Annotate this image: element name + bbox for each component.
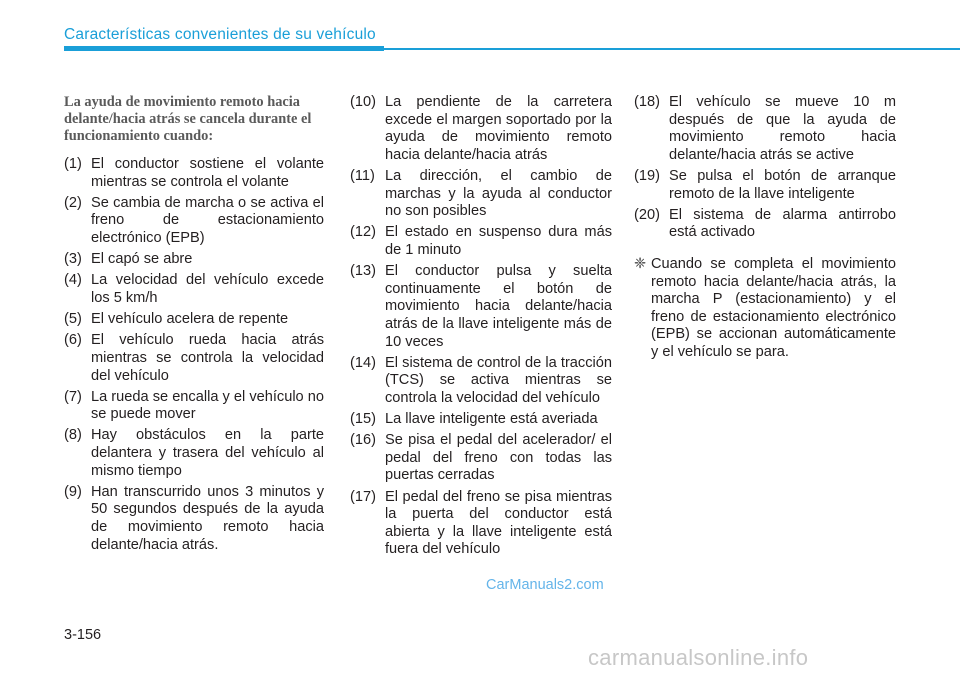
item-text: Han transcurrido unos 3 minutos y 50 segundos después de la ayuda de movimiento remoto hacia delante/hacia atrás. bbox=[91, 483, 324, 553]
item-number: (12) bbox=[350, 224, 376, 241]
completion-note bbox=[634, 256, 896, 362]
item-number: (18) bbox=[634, 94, 660, 110]
column-3 bbox=[634, 94, 896, 362]
item-text: La pendiente de la carretera excede el margen soportado por la ayuda de movimiento remoto hacia delante/hacia atrás bbox=[385, 94, 612, 163]
item-text: Se pulsa el botón de arranque remoto de la llave inteligente bbox=[669, 167, 896, 202]
item-number: (13) bbox=[350, 263, 376, 280]
list-item bbox=[350, 355, 612, 408]
item-text: Se pisa el pedal del acelerador/ el pedal del freno con todas las puertas cerradas bbox=[385, 432, 612, 484]
list-item bbox=[350, 168, 612, 221]
item-text: El vehículo rueda hacia atrás mientras se controla la velocidad del vehículo bbox=[91, 332, 324, 384]
item-text: El pedal del freno se pisa mientras la puerta del conductor está abierta y la llave inteligente está fuera del vehículo bbox=[385, 488, 612, 558]
item-number: (17) bbox=[350, 488, 376, 505]
item-number: (7) bbox=[64, 388, 82, 405]
item-number: (5) bbox=[64, 311, 82, 328]
list-item bbox=[64, 311, 324, 329]
item-text: Se cambia de marcha o se activa el freno de estacionamiento electrónico (EPB) bbox=[91, 194, 324, 246]
item-text: El vehículo acelera de repente bbox=[91, 311, 289, 328]
item-text: El capó se abre bbox=[91, 251, 193, 268]
item-number: (14) bbox=[350, 354, 376, 371]
list-item bbox=[350, 94, 612, 164]
list-item bbox=[64, 389, 324, 424]
list-item bbox=[350, 224, 612, 259]
item-text: La velocidad del vehículo excede los 5 km/h bbox=[91, 272, 324, 306]
item-text: La rueda se encalla y el vehículo no se puede mover bbox=[91, 388, 324, 423]
item-number: (19) bbox=[634, 167, 660, 184]
section-heading: La ayuda de movimiento remoto hacia delante/hacia atrás se cancela durante el funcionamiento cuando: bbox=[64, 94, 312, 144]
list-item bbox=[350, 263, 612, 351]
item-text: El sistema de control de la tracción (TCS) se activa mientras se controla la velocidad del vehículo bbox=[385, 354, 612, 406]
item-number: (11) bbox=[350, 167, 375, 184]
item-number: (10) bbox=[350, 94, 376, 110]
list-item bbox=[64, 272, 324, 307]
watermark-site-large: carmanualsonline.info bbox=[588, 645, 809, 670]
list-item bbox=[64, 156, 324, 191]
cancel-conditions-list-3 bbox=[634, 94, 896, 242]
list-item bbox=[64, 484, 324, 554]
item-text: El conductor pulsa y suelta continuamente el botón de movimiento hacia delante/hacia atrás de la llave inteligente más de 10 veces bbox=[385, 263, 612, 350]
item-text: El estado en suspenso dura más de 1 minuto bbox=[385, 224, 612, 258]
list-item bbox=[350, 489, 612, 559]
item-text: La dirección, el cambio de marchas y la ayuda al conductor no son posibles bbox=[385, 167, 612, 220]
header-rule bbox=[384, 48, 960, 50]
watermark-site-small: CarManuals2.com bbox=[486, 577, 604, 593]
item-number: (15) bbox=[350, 411, 376, 428]
list-item bbox=[634, 168, 896, 203]
item-number: (20) bbox=[634, 206, 660, 223]
item-text: El sistema de alarma antirrobo está activado bbox=[669, 206, 896, 241]
item-number: (6) bbox=[64, 332, 82, 349]
header-rule-accent bbox=[64, 46, 384, 51]
list-item bbox=[634, 94, 896, 164]
note-symbol-icon: ❈ bbox=[634, 255, 647, 272]
item-text: Hay obstáculos en la parte delantera y trasera del vehículo al mismo tiempo bbox=[91, 427, 324, 479]
list-item bbox=[350, 432, 612, 485]
item-number: (4) bbox=[64, 272, 82, 289]
list-item bbox=[64, 332, 324, 385]
item-number: (3) bbox=[64, 251, 82, 268]
item-number: (8) bbox=[64, 427, 82, 444]
column-2 bbox=[350, 94, 612, 563]
list-item bbox=[350, 411, 612, 429]
list-item bbox=[634, 207, 896, 242]
cancel-conditions-list-2 bbox=[350, 94, 612, 559]
list-item bbox=[64, 427, 324, 480]
list-item bbox=[64, 195, 324, 248]
item-text: La llave inteligente está averiada bbox=[385, 411, 598, 428]
header-title: Características convenientes de su vehículo bbox=[64, 26, 376, 43]
note-text: Cuando se completa el movimiento remoto hacia delante/hacia atrás, la marcha P (estacionamiento) y el freno de estacionamiento electrónico (EPB) se accionan automáticamente y el vehículo se para. bbox=[651, 255, 896, 360]
column-1 bbox=[64, 94, 324, 558]
item-number: (2) bbox=[64, 194, 82, 211]
list-item bbox=[64, 251, 324, 269]
page-number: 3-156 bbox=[64, 627, 102, 643]
item-number: (16) bbox=[350, 432, 376, 449]
item-number: (1) bbox=[64, 156, 82, 172]
item-number: (9) bbox=[64, 483, 82, 500]
item-text: El vehículo se mueve 10 m después de que la ayuda de movimiento remoto hacia delante/hacia atrás se active bbox=[669, 94, 896, 163]
item-text: El conductor sostiene el volante mientras se controla el volante bbox=[91, 156, 324, 190]
cancel-conditions-list-1 bbox=[64, 156, 324, 554]
